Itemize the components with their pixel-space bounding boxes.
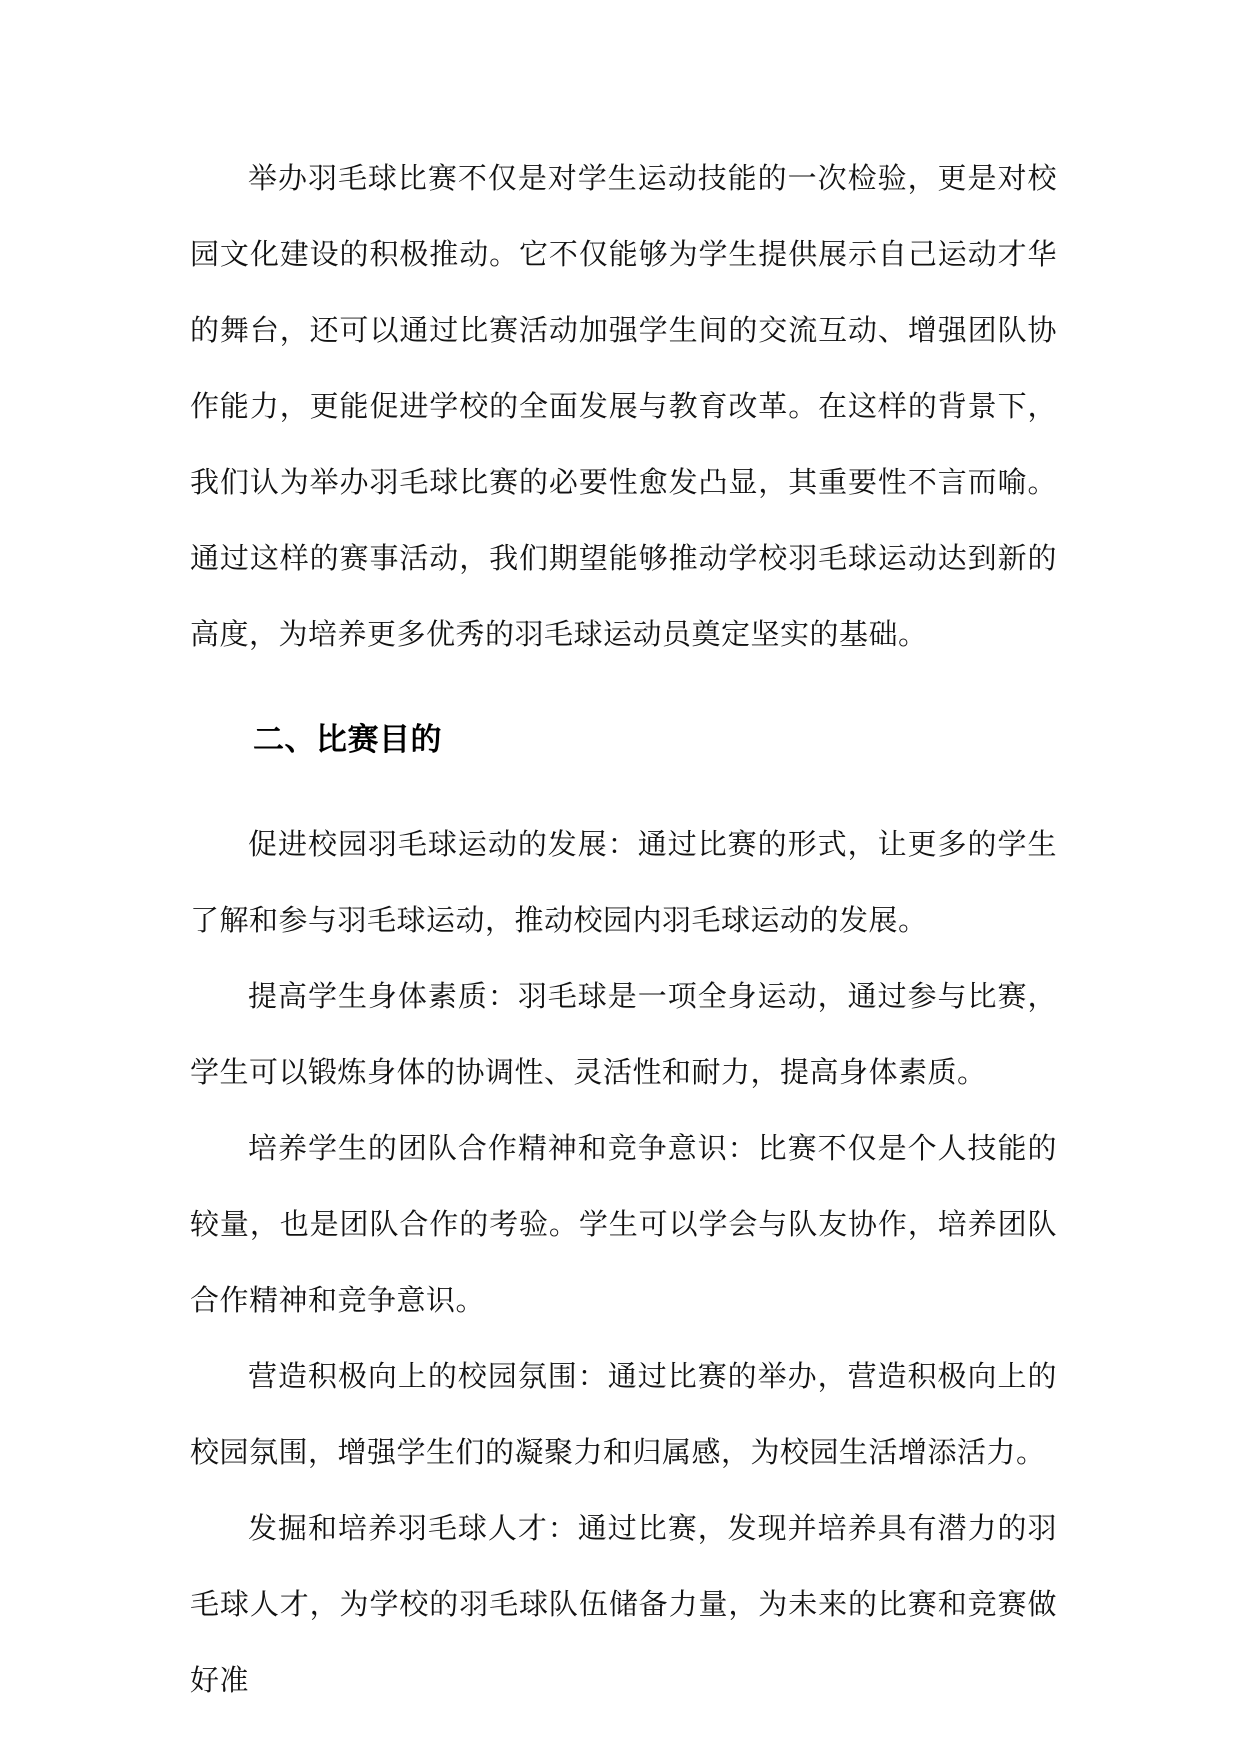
purpose-paragraph-3: 培养学生的团队合作精神和竞争意识：比赛不仅是个人技能的较量，也是团队合作的考验。学生可以学会与队友协作，培养团队合作精神和竞争意识。 [190, 1131, 1057, 1317]
section-heading: 二、比赛目的 [253, 722, 442, 758]
document-body [190, 140, 1057, 1718]
purpose-paragraph-1: 促进校园羽毛球运动的发展：通过比赛的形式，让更多的学生了解和参与羽毛球运动，推动校园内羽毛球运动的发展。 [190, 827, 1057, 937]
intro-paragraph: 举办羽毛球比赛不仅是对学生运动技能的一次检验，更是对校园文化建设的积极推动。它不仅能够为学生提供展示自己运动才华的舞台，还可以通过比赛活动加强学生间的交流互动、增强团队协作能力，更能促进学校的全面发展与教育改革。在这样的背景下，我们认为举办羽毛球比赛的必要性愈发凸显，其重要性不言而喻。通过这样的赛事活动，我们期望能够推动学校羽毛球运动达到新的高度，为培养更多优秀的羽毛球运动员奠定坚实的基础。 [190, 161, 1057, 651]
purpose-paragraph-4: 营造积极向上的校园氛围：通过比赛的举办，营造积极向上的校园氛围，增强学生们的凝聚力和归属感，为校园生活增添活力。 [190, 1359, 1057, 1469]
purpose-paragraph-2: 提高学生身体素质：羽毛球是一项全身运动，通过参与比赛，学生可以锻炼身体的协调性、灵活性和耐力，提高身体素质。 [190, 979, 1057, 1089]
purpose-paragraph-5: 发掘和培养羽毛球人才：通过比赛，发现并培养具有潜力的羽毛球人才，为学校的羽毛球队伍储备力量，为未来的比赛和竞赛做好准 [190, 1511, 1057, 1697]
